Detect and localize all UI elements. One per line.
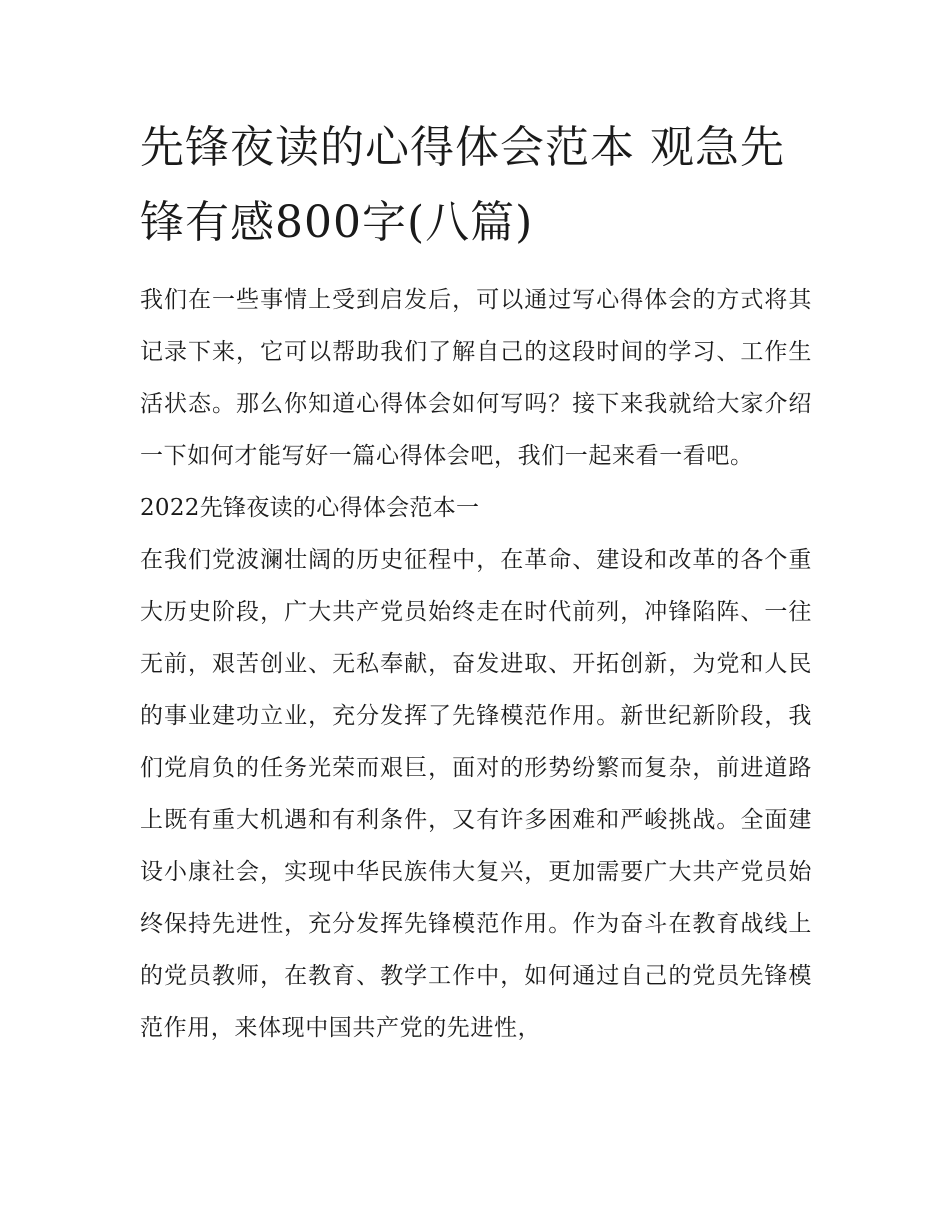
section-body-paragraph: 在我们党波澜壮阔的历史征程中，在革命、建设和改革的各个重大历史阶段，广大共产党员始终走在时代前列，冲锋陷阵、一往无前，艰苦创业、无私奉献，奋发进取、开拓创新，为党和人民的事业建功立业，充分发挥了先锋模范作用。新世纪新阶段，我们党肩负的任务光荣而艰巨，面对的形势纷繁而复杂，前进道路上既有重大机遇和有利条件，又有许多困难和严峻挑战。全面建设小康社会，实现中华民族伟大复兴，更加需要广大共产党员始终保持先进性，充分发挥先锋模范作用。作为奋斗在教育战线上的党员教师，在教育、教学工作中，如何通过自己的党员先锋模范作用，来体现中国共产党的先进性， xyxy=(140,547,812,1041)
intro-paragraph: 我们在一些事情上受到启发后，可以通过写心得体会的方式将其记录下来，它可以帮助我们了解自己的这段时间的学习、工作生活状态。那么你知道心得体会如何写吗？接下来我就给大家介绍一下如何才能写好一篇心得体会吧，我们一起来看一看吧。 xyxy=(140,287,812,469)
document-title-text: 先锋夜读的心得体会范本 观急先锋有感800字(八篇) xyxy=(140,122,785,248)
document-title xyxy=(140,110,812,260)
section-heading: 2022先锋夜读的心得体会范本一 xyxy=(140,495,480,521)
document-page xyxy=(140,110,812,1054)
